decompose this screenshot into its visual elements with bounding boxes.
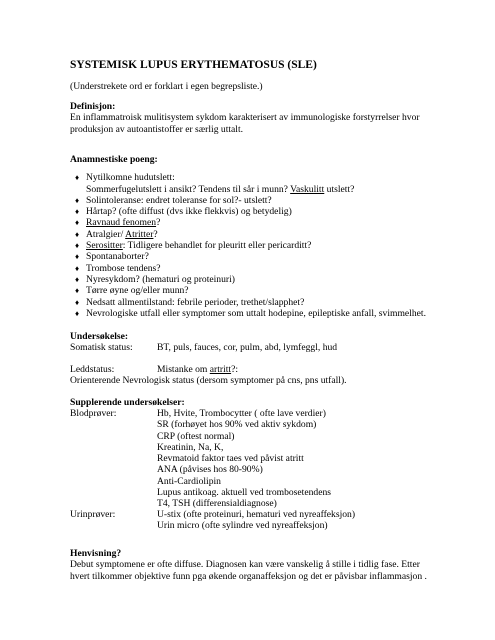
- joint-status-text-end: ?:: [231, 364, 239, 375]
- definition-line-2: produksjon av autoantistoffer er særlig uttalt.: [70, 123, 244, 135]
- urine-tests-label: Urinprøver:: [70, 509, 116, 520]
- list-item: Revmatoid faktor taes ved påvist atritt: [157, 453, 304, 465]
- list-item: [75, 285, 426, 297]
- item-text: Nedsatt allmentilstand: febrile perioder, trethet/slapphet?: [86, 296, 305, 308]
- diamond-bullet-icon: ♦: [75, 275, 80, 285]
- list-item: [75, 228, 426, 240]
- list-item: Anti-Cardiolipin: [157, 475, 221, 487]
- diamond-bullet-icon: ♦: [75, 195, 80, 205]
- joint-status-term-link: artritt: [209, 364, 232, 375]
- list-item: [75, 308, 426, 320]
- list-item: Hb, Hvite, Trombocytter ( ofte lave verdier): [157, 408, 326, 419]
- exam-heading: Undersøkelse:: [70, 331, 129, 342]
- referral-heading: Henvisning?: [70, 548, 122, 559]
- list-item: T4, TSH (differensialdiagnose): [157, 498, 277, 510]
- anamnesis-heading: Anamnestiske poeng:: [70, 154, 158, 165]
- list-item: [75, 296, 426, 308]
- definition-heading: Definisjon:: [70, 101, 116, 112]
- supplementary-heading: Supplerende undersøkelser:: [70, 397, 185, 408]
- item-text: Hårtap? (ofte diffust (dvs ikke flekkvis) og betydelig): [86, 206, 292, 218]
- item-term-link: Vaskulitt: [290, 183, 325, 195]
- item-text: Tørre øyne og/eller munn?: [86, 285, 189, 297]
- list-item: [75, 172, 426, 195]
- joint-status-text: Mistanke om: [157, 364, 210, 375]
- item-text: ?: [156, 217, 161, 229]
- item-text-sub-end: utslett?: [324, 183, 355, 195]
- list-item: [75, 240, 426, 252]
- list-item: Lupus antikoag. aktuell ved trombosetendens: [157, 487, 331, 499]
- diamond-bullet-icon: ♦: [75, 218, 80, 228]
- joint-status-value: [157, 364, 238, 376]
- diamond-bullet-icon: ♦: [75, 286, 80, 296]
- item-text: Trombose tendens?: [86, 262, 161, 274]
- neuro-status-text: Orienterende Nevrologisk status (dersom symptomer på cns, pns utfall).: [70, 375, 347, 386]
- list-item: [75, 217, 426, 229]
- joint-status-label: Leddstatus:: [70, 364, 115, 375]
- diamond-bullet-icon: ♦: [75, 241, 80, 251]
- diamond-bullet-icon: ♦: [75, 229, 80, 239]
- list-item: ANA (påvises hos 80-90%): [157, 464, 263, 476]
- urine-tests-list: [157, 509, 355, 532]
- item-text: Solintoleranse: endret toleranse for sol?- utslett?: [86, 194, 272, 206]
- somatic-status-label: Somatisk status:: [70, 342, 133, 353]
- list-item: Urin micro (ofte sylindre ved nyreaffeksjon): [157, 520, 328, 532]
- item-text: Spontanaborter?: [86, 251, 149, 263]
- blood-tests-list: [157, 408, 331, 510]
- list-item: U-stix (ofte proteinuri, hematuri ved nyreaffeksjon): [157, 509, 356, 520]
- item-text: : Tidligere behandlet for pleuritt eller pericarditt?: [122, 240, 312, 252]
- somatic-status-value: BT, puls, fauces, cor, pulm, abd, lymfeggl, hud: [157, 342, 338, 353]
- item-text: Nyresykdom? (hematuri og proteinuri): [86, 274, 235, 286]
- item-text: Atralgier/: [86, 228, 126, 240]
- item-term-link: Atritter: [125, 228, 154, 240]
- item-term-link: Ravnaud fenomen: [86, 217, 157, 229]
- list-item: [75, 251, 426, 263]
- diamond-bullet-icon: ♦: [75, 309, 80, 319]
- item-term-link: Serositter: [86, 240, 123, 252]
- diamond-bullet-icon: ♦: [75, 173, 80, 182]
- list-item: [75, 206, 426, 218]
- list-item: [75, 262, 426, 274]
- item-text-sub: Sommerfugelutslett i ansikt? Tendens til sår i munn?: [86, 183, 291, 195]
- list-item: CRP (oftest normal): [157, 430, 235, 442]
- list-item: [75, 274, 426, 286]
- list-item: [75, 194, 426, 206]
- diamond-bullet-icon: ♦: [75, 263, 80, 273]
- page-title: SYSTEMISK LUPUS ERYTHEMATOSUS (SLE): [70, 59, 317, 71]
- referral-line-1: Debut symptomene er ofte diffuse. Diagnosen kan være vanskelig å stille i tidlig fase. Etter: [70, 559, 420, 570]
- diamond-bullet-icon: ♦: [75, 207, 80, 217]
- anamnesis-list: [75, 172, 426, 320]
- diamond-bullet-icon: ♦: [75, 297, 80, 307]
- referral-line-2: hvert tilkommer objektive funn pga økende organaffeksjon og det er påvisbar inflammasjon .: [70, 570, 427, 582]
- list-item: SR (forhøyet hos 90% ved aktiv sykdom): [157, 419, 317, 431]
- item-text-end: ?: [153, 228, 158, 240]
- item-text: Nytilkomne hudutslett:: [86, 172, 175, 183]
- definition-line-1: En inflammatroisk mulitisystem sykdom karakterisert av immunologiske forstyrrelser hvor: [70, 112, 420, 123]
- diamond-bullet-icon: ♦: [75, 252, 80, 262]
- note-text: (Understrekete ord er forklart i egen begrepsliste.): [70, 81, 263, 92]
- list-item: Kreatinin, Na, K,: [157, 441, 224, 453]
- blood-tests-label: Blodprøver:: [70, 408, 117, 419]
- item-text: Nevrologiske utfall eller symptomer som uttalt hodepine, epileptiske anfall, svimmelhet.: [86, 308, 426, 320]
